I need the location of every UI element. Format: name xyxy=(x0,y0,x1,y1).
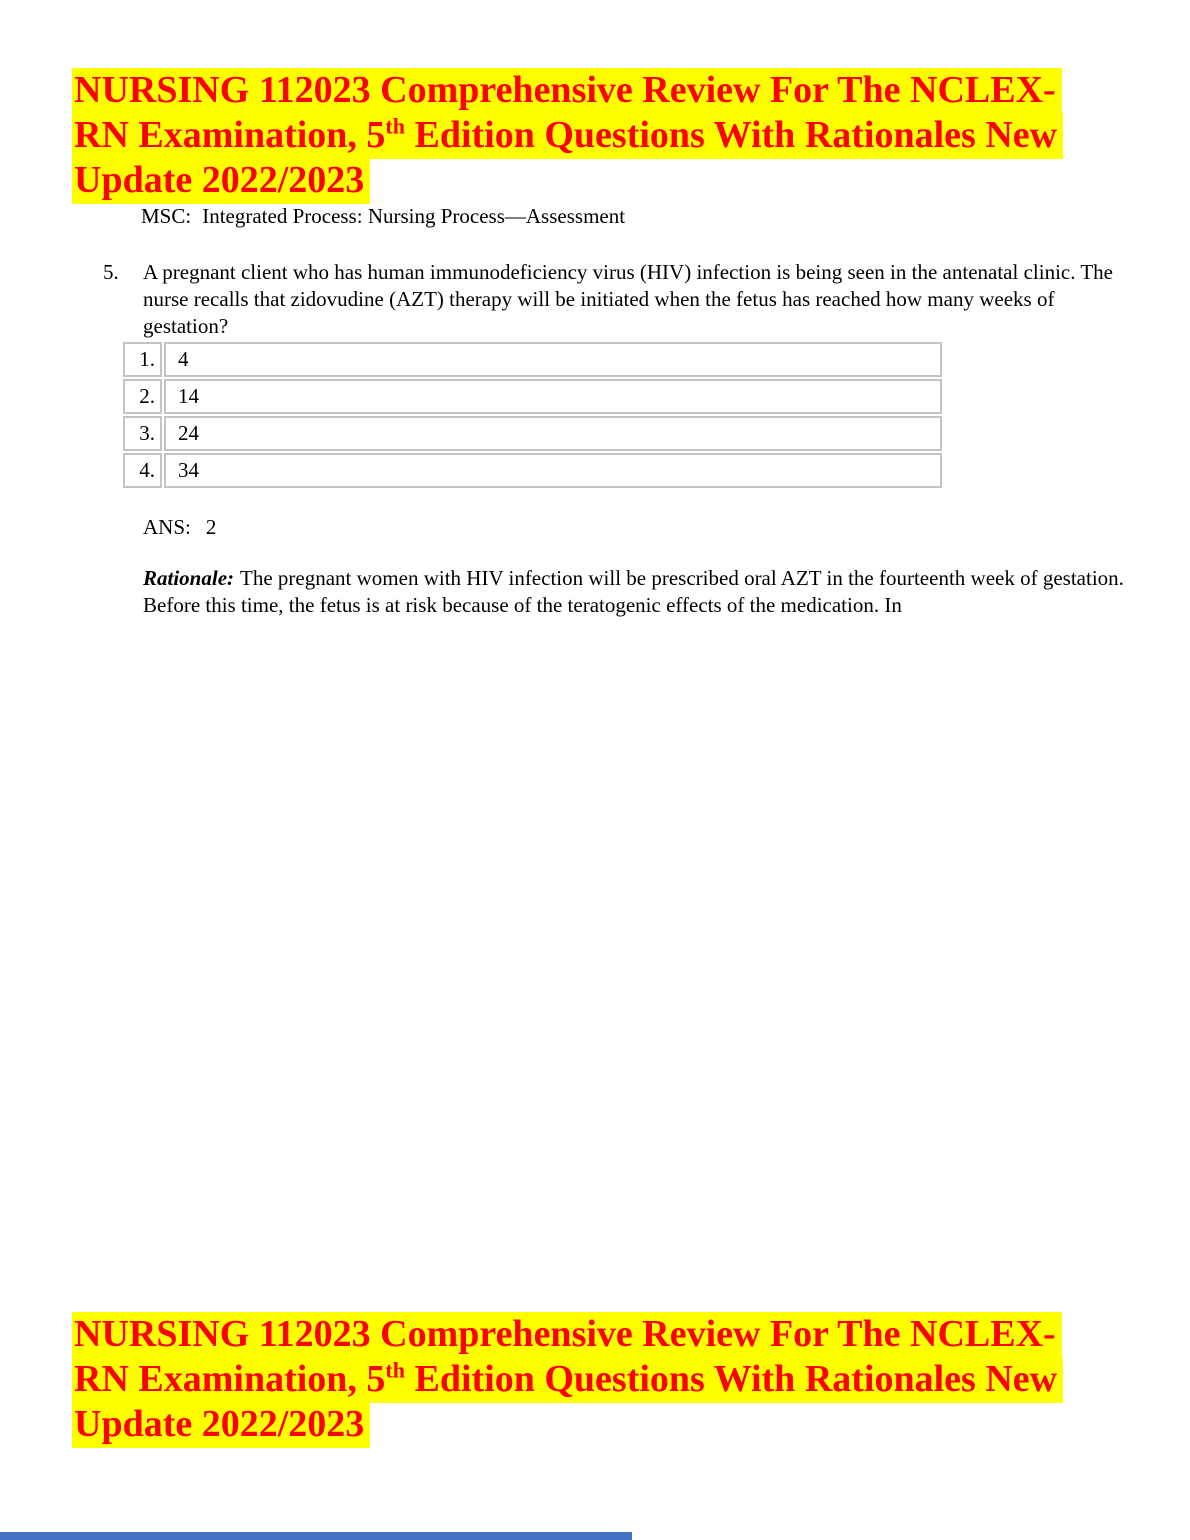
title-line-3: Update 2022/2023 xyxy=(72,1402,1132,1447)
option-number: 4. xyxy=(123,453,162,488)
answer-line xyxy=(143,514,216,541)
rationale-text: The pregnant women with HIV infection will be prescribed oral AZT in the fourteenth week of gestation. Before this time, the fetus is at risk because of the teratogenic effects of the medication. In xyxy=(143,566,1124,617)
option-value: 24 xyxy=(164,416,942,451)
option-number: 1. xyxy=(123,342,162,377)
option-value: 34 xyxy=(164,453,942,488)
title-line-1: NURSING 112023 Comprehensive Review For The NCLEX- xyxy=(72,1312,1132,1357)
title-line-1: NURSING 112023 Comprehensive Review For The NCLEX- xyxy=(72,68,1132,113)
option-row xyxy=(123,416,942,451)
title-line-2: RN Examination, 5th Edition Questions With Rationales New xyxy=(72,1357,1132,1402)
superscript-th: th xyxy=(385,113,405,139)
option-value: 4 xyxy=(164,342,942,377)
superscript-th: th xyxy=(385,1357,405,1383)
answer-label: ANS: xyxy=(143,515,191,539)
question-block xyxy=(103,259,1123,340)
title-line-3: Update 2022/2023 xyxy=(72,158,1132,203)
option-number: 3. xyxy=(123,416,162,451)
option-row xyxy=(123,342,942,377)
rationale-block xyxy=(143,565,1143,619)
answer-value: 2 xyxy=(205,515,217,539)
option-row xyxy=(123,379,942,414)
option-row xyxy=(123,453,942,488)
document-title-footer xyxy=(72,1312,1132,1447)
option-value: 14 xyxy=(164,379,942,414)
msc-value: Integrated Process: Nursing Process—Assessment xyxy=(202,204,626,228)
answer-options-table xyxy=(121,340,944,490)
question-number: 5. xyxy=(103,260,119,284)
msc-line xyxy=(141,203,625,230)
question-text: A pregnant client who has human immunodeficiency virus (HIV) infection is being seen in the antenatal clinic. The nurse recalls that zidovudine (AZT) therapy will be initiated when the fetus has reached how many weeks of gestation? xyxy=(143,260,1113,338)
rationale-label: Rationale: xyxy=(143,566,235,590)
title-line-2: RN Examination, 5th Edition Questions With Rationales New xyxy=(72,113,1132,158)
option-number: 2. xyxy=(123,379,162,414)
msc-label: MSC: xyxy=(141,204,192,228)
document-title-header xyxy=(72,68,1132,203)
partial-blue-bar xyxy=(0,1532,632,1540)
